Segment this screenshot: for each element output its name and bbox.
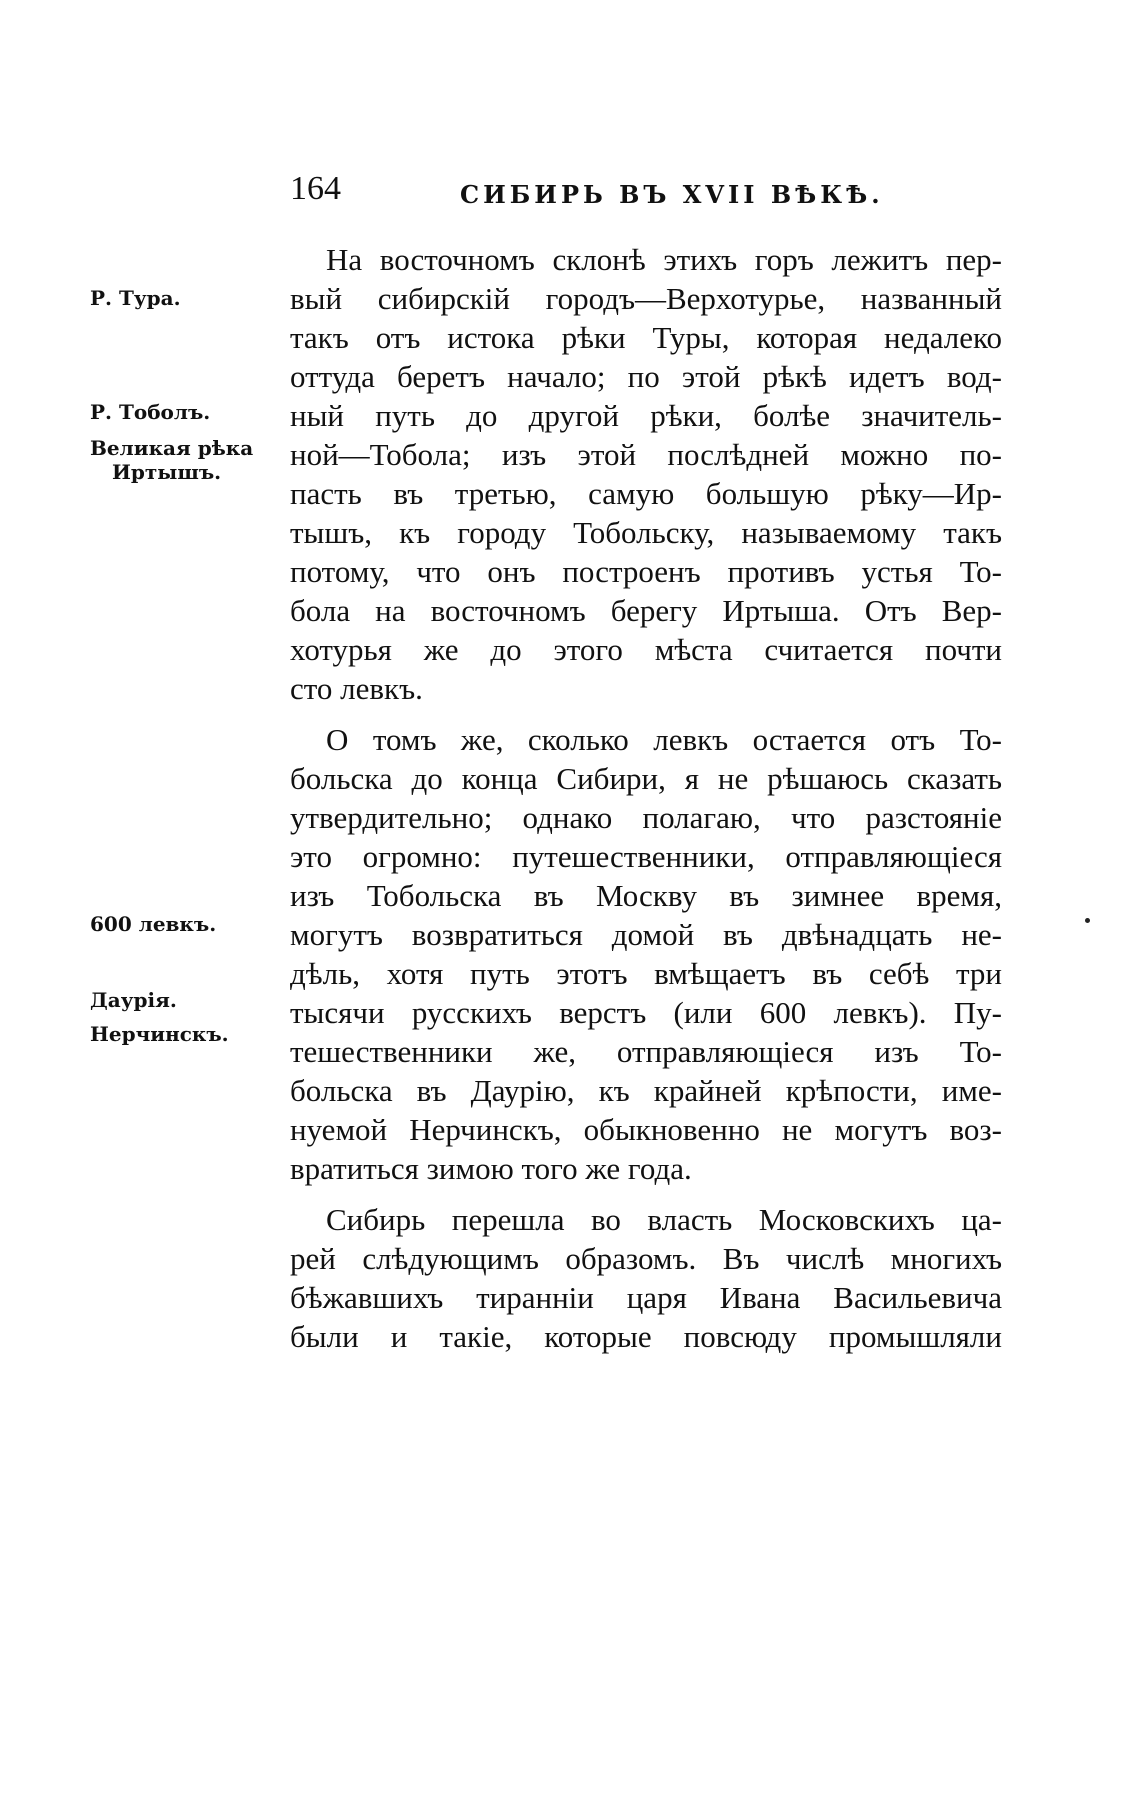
text-line: были и такіе, которые повсюду промышляли bbox=[290, 1319, 1002, 1354]
paragraph-2 bbox=[290, 720, 1002, 1188]
body-text bbox=[290, 240, 1002, 1356]
margin-note-irtysh bbox=[90, 436, 260, 484]
text-line: сто левкъ. bbox=[290, 671, 423, 706]
text-line: вый сибирскій городъ—Верхотурье, названный bbox=[290, 281, 1002, 316]
margin-note-dauria: Даурія. bbox=[90, 988, 177, 1012]
text-line: больска до конца Сибири, я не рѣшаюсь сказать bbox=[290, 761, 1002, 796]
text-line: могутъ возвратиться домой въ двѣнадцать не- bbox=[290, 917, 1002, 952]
margin-note-nerchinsk: Нерчинскъ. bbox=[90, 1022, 229, 1046]
margin-note-leagues: 600 левкъ. bbox=[90, 912, 217, 936]
text-line: бола на восточномъ берегу Иртыша. Отъ Вер- bbox=[290, 593, 1002, 628]
text-line: это огромно: путешественники, отправляющіеся bbox=[290, 839, 1002, 874]
text-line: хотурья же до этого мѣста считается почти bbox=[290, 632, 1002, 667]
text-line: тышъ, къ городу Тобольску, называемому такъ bbox=[290, 515, 1002, 550]
text-line: изъ Тобольска въ Москву въ зимнее время, bbox=[290, 878, 1002, 913]
text-line: оттуда беретъ начало; по этой рѣкѣ идетъ вод- bbox=[290, 359, 1002, 394]
text-line: больска въ Даурію, къ крайней крѣпости, име- bbox=[290, 1073, 1002, 1108]
text-line: ной—Тобола; изъ этой послѣдней можно по- bbox=[290, 437, 1002, 472]
page-number: 164 bbox=[290, 170, 341, 207]
paragraph-3 bbox=[290, 1200, 1002, 1356]
text-line: рей слѣдующимъ образомъ. Въ числѣ многихъ bbox=[290, 1241, 1002, 1276]
text-line: тысячи русскихъ верстъ (или 600 левкъ). Пу- bbox=[290, 995, 1002, 1030]
text-line: пасть въ третью, самую большую рѣку—Ир- bbox=[290, 476, 1002, 511]
text-line: нуемой Нерчинскъ, обыкновенно не могутъ воз- bbox=[290, 1112, 1002, 1147]
paragraph-1 bbox=[290, 240, 1002, 708]
text-line: ный путь до другой рѣки, болѣе значитель- bbox=[290, 398, 1002, 433]
text-line: О томъ же, сколько левкъ остается отъ То- bbox=[326, 722, 1002, 757]
text-line: тешественники же, отправляющіеся изъ То- bbox=[290, 1034, 1002, 1069]
margin-note-tobol: Р. Тоболъ. bbox=[90, 400, 211, 424]
margin-note-irtysh-line2: Иртышъ. bbox=[112, 460, 222, 484]
scan-speck bbox=[1085, 918, 1090, 923]
margin-note-irtysh-line1: Великая рѣка bbox=[90, 436, 254, 460]
text-line: вратиться зимою того же года. bbox=[290, 1151, 692, 1186]
text-line: такъ отъ истока рѣки Туры, которая недалеко bbox=[290, 320, 1002, 355]
running-title: СИБИРЬ ВЪ XVII ВѢКѢ. bbox=[460, 180, 884, 209]
text-line: бѣжавшихъ тиранніи царя Ивана Васильевича bbox=[290, 1280, 1002, 1315]
text-line: потому, что онъ построенъ противъ устья То- bbox=[290, 554, 1002, 589]
margin-note-tura: Р. Тура. bbox=[90, 286, 181, 310]
text-line: дѣль, хотя путь этотъ вмѣщаетъ въ себѣ три bbox=[290, 956, 1002, 991]
text-line: На восточномъ склонѣ этихъ горъ лежитъ пер- bbox=[326, 242, 1002, 277]
text-line: утвердительно; однако полагаю, что разстояніе bbox=[290, 800, 1002, 835]
page-header bbox=[290, 170, 1002, 220]
text-line: Сибирь перешла во власть Московскихъ ца- bbox=[326, 1202, 1002, 1237]
